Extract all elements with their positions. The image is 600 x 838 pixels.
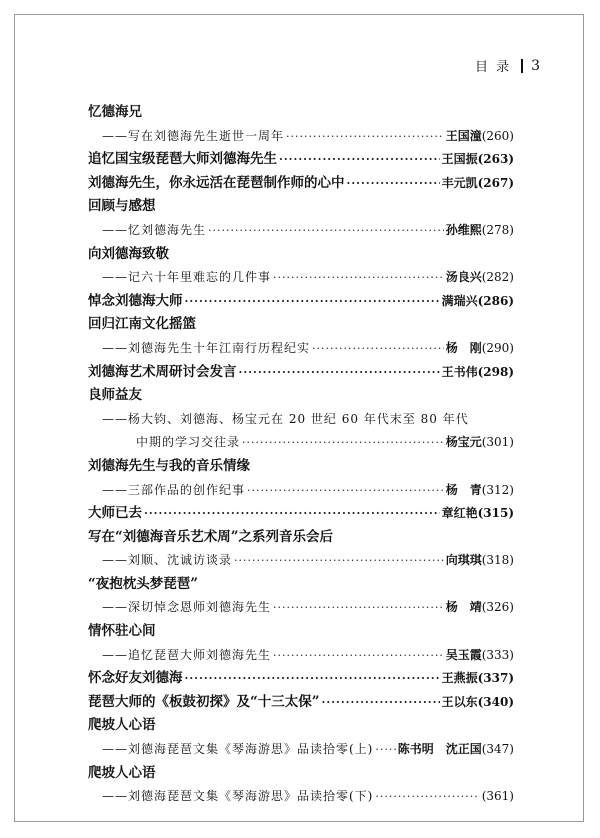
running-header <box>475 56 540 75</box>
leader-dots <box>286 125 444 149</box>
toc-entry <box>88 573 514 597</box>
entry-page: (333) <box>481 647 514 662</box>
toc-entry <box>88 667 514 691</box>
toc-entry <box>88 431 514 455</box>
toc-entry <box>88 691 514 715</box>
entry-author: 吴玉霞 <box>445 647 482 662</box>
toc-entry <box>88 266 514 290</box>
entry-title: 良师益友 <box>88 387 142 404</box>
entry-page: (361) <box>481 789 514 804</box>
entry-page: (315) <box>477 506 514 521</box>
entry-author: 王书伟 <box>441 364 478 379</box>
entry-author: 王以东 <box>441 694 478 709</box>
toc-entry <box>88 243 514 267</box>
entry-title: 怀念好友刘德海 <box>88 670 183 687</box>
entry-page: (337) <box>477 671 514 686</box>
entry-page: (260) <box>481 128 514 143</box>
toc-entry <box>88 101 514 125</box>
entry-page: (286) <box>477 293 514 308</box>
entry-page: (318) <box>481 553 514 568</box>
toc-entry <box>88 219 514 243</box>
leader-dots <box>347 172 440 196</box>
entry-author: 向琪琪 <box>445 553 482 568</box>
toc-entry <box>88 384 514 408</box>
entry-author: 王燕振 <box>441 671 478 686</box>
toc-entry <box>88 195 514 219</box>
entry-title: 爬坡人心语 <box>88 717 156 734</box>
entry-title: 刘德海先生，你永远活在琵琶制作师的心中 <box>88 174 345 191</box>
entry-author: 孙维熙 <box>445 222 482 237</box>
entry-author: 汤良兴 <box>445 270 482 285</box>
entry-subtitle: ——三部作品的创作纪事 <box>102 482 246 497</box>
entry-subtitle: ——写在刘德海先生逝世一周年 <box>102 128 285 143</box>
leader-dots <box>242 431 444 455</box>
table-of-contents <box>88 101 514 809</box>
entry-author: 满瑞兴 <box>441 293 478 308</box>
entry-title: 琵琶大师的《板鼓初探》及“十三太保” <box>88 693 320 710</box>
toc-entry <box>88 714 514 738</box>
entry-page: (263) <box>477 152 514 167</box>
leader-dots <box>239 361 440 385</box>
leader-dots <box>273 596 444 620</box>
entry-title: “夜抱枕头梦琵琶” <box>88 575 199 592</box>
entry-page: (298) <box>477 364 514 379</box>
entry-title: 刘德海艺术周研讨会发言 <box>88 363 237 380</box>
leader-dots <box>375 785 479 809</box>
entry-author: 杨 靖 <box>445 600 482 615</box>
toc-entry <box>88 644 514 668</box>
leader-dots <box>208 219 444 243</box>
entry-subtitle: ——深切悼念恩师刘德海先生 <box>102 600 272 615</box>
entry-author: 王国振 <box>441 152 478 167</box>
toc-entry <box>88 526 514 550</box>
entry-subtitle: ——刘顺、沈诚访谈录 <box>102 553 233 568</box>
entry-author: 章红艳 <box>441 506 478 521</box>
toc-entry <box>88 455 514 479</box>
leader-dots <box>273 266 444 290</box>
toc-entry <box>88 172 514 196</box>
entry-page: (326) <box>481 600 514 615</box>
toc-entry <box>88 738 514 762</box>
leader-dots <box>375 738 395 762</box>
leader-dots <box>279 148 440 172</box>
entry-title: 追忆国宝级琵琶大师刘德海先生 <box>88 151 277 168</box>
entry-author: 杨 青 <box>445 482 482 497</box>
entry-page: (282) <box>481 270 514 285</box>
toc-entry <box>88 762 514 786</box>
leader-dots <box>312 337 444 361</box>
entry-title: 回顾与感想 <box>88 198 156 215</box>
entry-subtitle: ——刘德海琵琶文集《琴海游思》品读拾零(上) <box>102 742 374 757</box>
leader-dots <box>247 479 444 503</box>
toc-entry <box>88 408 514 432</box>
entry-title: 爬坡人心语 <box>88 764 156 781</box>
entry-subtitle: ——刘德海琵琶文集《琴海游思》品读拾零(下) <box>102 789 374 804</box>
leader-dots <box>322 691 440 715</box>
entry-title: 悼念刘德海大师 <box>88 292 183 309</box>
entry-page: (301) <box>481 435 514 450</box>
entry-page: (278) <box>481 222 514 237</box>
entry-title: 回归江南文化摇篮 <box>88 316 196 333</box>
leader-dots <box>144 502 440 526</box>
leader-dots <box>234 549 444 573</box>
leader-dots <box>185 667 440 691</box>
entry-author: 王国潼 <box>445 128 482 143</box>
entry-subtitle-continued: 中期的学习交往录 <box>136 435 241 450</box>
entry-subtitle: ——刘德海先生十年江南行历程纪实 <box>102 340 311 355</box>
entry-page: (312) <box>481 482 514 497</box>
leader-dots <box>185 290 440 314</box>
toc-entry <box>88 549 514 573</box>
toc-entry <box>88 785 514 809</box>
page-number: 3 <box>531 57 540 74</box>
toc-entry <box>88 337 514 361</box>
entry-page: (267) <box>477 175 514 190</box>
entry-author: 陈书明 沈正国 <box>397 742 482 757</box>
entry-author: 丰元凯 <box>441 175 478 190</box>
toc-entry <box>88 290 514 314</box>
toc-entry <box>88 125 514 149</box>
entry-title: 忆德海兄 <box>88 104 142 120</box>
entry-title: 写在“刘德海音乐艺术周”之系列音乐会后 <box>88 528 334 545</box>
header-divider <box>521 59 523 73</box>
toc-entry <box>88 148 514 172</box>
toc-entry <box>88 596 514 620</box>
entry-subtitle: ——追忆琵琶大师刘德海先生 <box>102 647 272 662</box>
entry-subtitle: ——杨大钧、刘德海、杨宝元在 20 世纪 60 年代末至 80 年代 <box>102 411 469 426</box>
entry-title: 大师已去 <box>88 505 142 522</box>
toc-entry <box>88 479 514 503</box>
entry-page: (340) <box>477 694 514 709</box>
entry-subtitle: ——记六十年里难忘的几件事 <box>102 270 272 285</box>
entry-page: (290) <box>481 340 514 355</box>
entry-page: (347) <box>481 742 514 757</box>
entry-subtitle: ——忆刘德海先生 <box>102 222 207 237</box>
toc-entry <box>88 502 514 526</box>
toc-entry <box>88 313 514 337</box>
toc-entry <box>88 361 514 385</box>
entry-title: 向刘德海致敬 <box>88 245 169 262</box>
entry-author: 杨宝元 <box>445 435 482 450</box>
entry-title: 情怀驻心间 <box>88 623 156 640</box>
entry-title: 刘德海先生与我的音乐情缘 <box>88 457 250 474</box>
section-title: 目 录 <box>474 60 512 75</box>
toc-entry <box>88 620 514 644</box>
leader-dots <box>273 644 444 668</box>
entry-author: 杨 刚 <box>445 340 482 355</box>
